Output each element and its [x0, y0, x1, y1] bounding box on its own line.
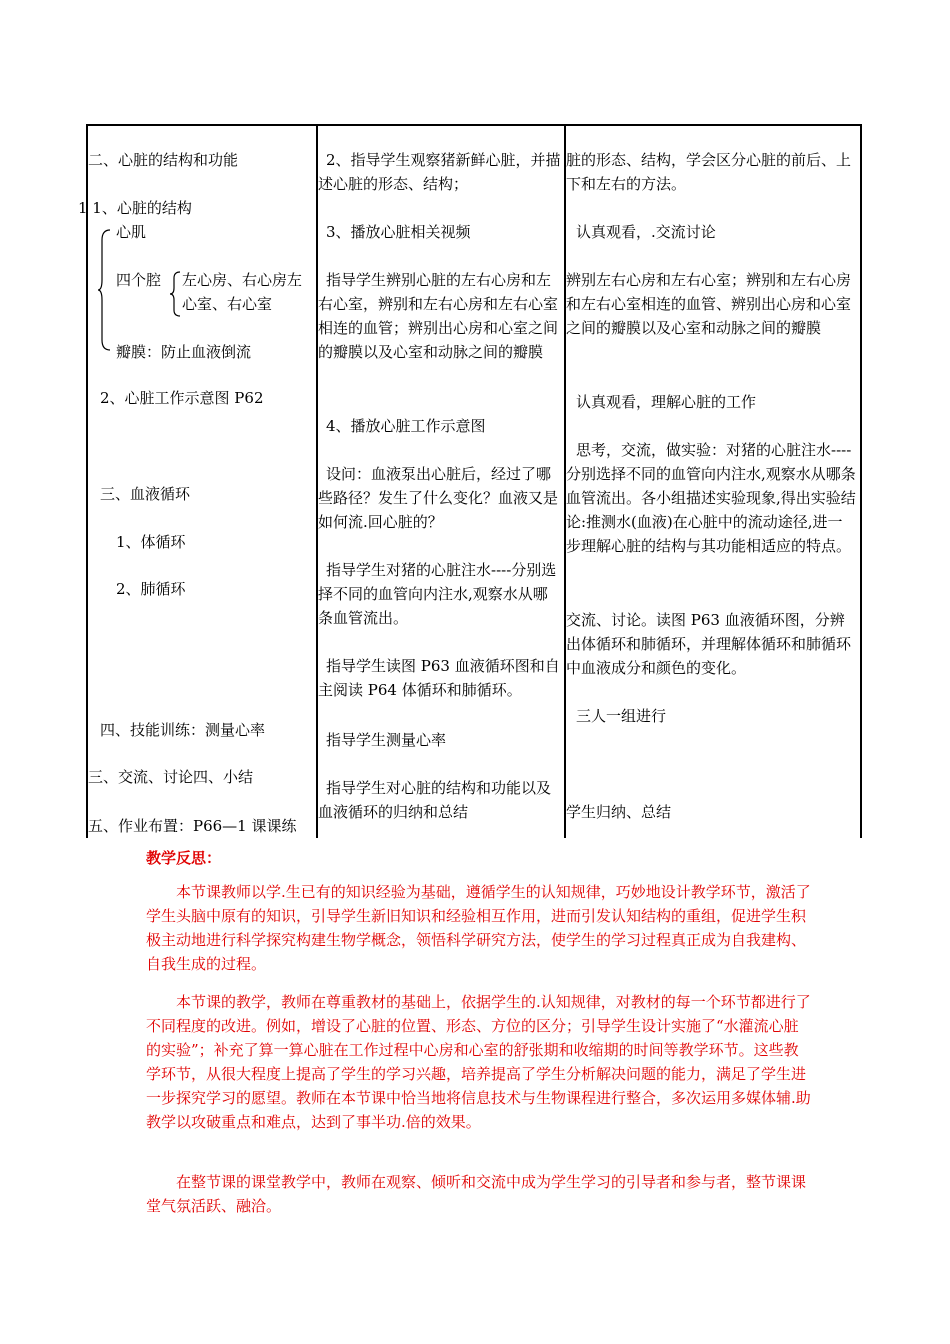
chambers-line-1: 左心房、右心房左	[182, 271, 303, 289]
section-2-title: 二、心脏的结构和功能	[88, 151, 239, 169]
section-discussion: 三、交流、讨论四、小结	[88, 768, 254, 786]
myocardium-label: 心肌	[116, 223, 147, 241]
column-content	[318, 124, 564, 838]
teacher-question: 设问：血液泵出心脏后，经过了哪些路径？发生了什么变化？血液又是如何流.回心脏的？	[318, 465, 559, 531]
table-right-border	[860, 124, 862, 838]
subsection-heart-structure: 1 1、心脏的结构	[78, 199, 192, 217]
student-activity-understand: 认真观看，理解心脏的工作	[576, 393, 757, 411]
teacher-step-water: 指导学生对猪的心脏注水----分别选择不同的血管向内注水,观察水从哪条血管流出。	[318, 561, 557, 627]
reflection-title: 教学反思：	[146, 849, 222, 867]
inner-brace	[170, 270, 182, 318]
teacher-step-video: 3、播放心脏相关视频	[326, 223, 471, 241]
student-activity-group: 三人一组进行	[576, 707, 667, 725]
teacher-step-diagram: 4、播放心脏工作示意图	[326, 417, 486, 435]
section-homework: 五、作业布置：P66—1 课课练	[88, 817, 297, 835]
teacher-step-heart-rate: 指导学生测量心率	[326, 731, 447, 749]
lesson-table	[78, 124, 862, 838]
valve-label: 瓣膜：防止血液倒流	[116, 343, 252, 361]
teacher-step-read: 指导学生读图 P63 血液循环图和自主阅读 P64 体循环和肺循环。	[318, 657, 560, 699]
student-activity-identify: 辨别左右心房和左右心室；辨别和左右心房和左右心室相连的血管、辨别出心房和心室之间的瓣膜以及心室和动脉之间的瓣膜	[566, 271, 852, 337]
reflection-paragraph: 本节课教师以学.生已有的知识经验为基础，遵循学生的认知规律，巧妙地设计教学环节，激活了学生头脑中原有的知识，引导学生新旧知识和经验相互作用，进而引发认知结构的重组，促进学生积极主动地进行科学探究构建生物学概念，领悟科学研究方法，使学生的学习过程真正成为自我建构、自我生成的过程。	[146, 883, 811, 973]
chambers-line-2: 心室、右心室	[182, 295, 273, 313]
four-chambers-label: 四个腔	[116, 271, 162, 289]
column-content	[566, 124, 860, 838]
section-3-title: 三、血液循环	[100, 485, 191, 503]
student-activity-watch: 认真观看，.交流讨论	[576, 223, 716, 241]
outer-brace	[98, 228, 112, 352]
teacher-step-identify: 指导学生辨别心脏的左右心房和左右心室，辨别和左右心房和左右心室相连的血管；辨别出心房和心室之间的瓣膜以及心室和动脉之间的瓣膜	[318, 271, 559, 361]
pulmonary-circulation: 2、肺循环	[116, 580, 186, 598]
section-4-title: 四、技能训练：测量心率	[100, 721, 266, 739]
reflection-paragraph: 本节课的教学，教师在尊重教材的基础上，依据学生的.认知规律，对教材的每一个环节都进行了不同程度的改进。例如，增设了心脏的位置、形态、方位的区分；引导学生设计实施了“水灌流心脏的实验”；补充了算一算心脏在工作过程中心房和心室的舒张期和收缩期的时间等教学环节。这些教学环节，从很大程度上提高了学生的学习兴趣，培养提高了学生分析解决问题的能力，满足了学生进一步探究学习的愿望。教师在本节课中恰当地将信息技术与生物课程进行整合，多次运用多媒体辅.助教学以攻破重点和难点，达到了事半功.倍的效果。	[146, 993, 811, 1131]
systemic-circulation: 1、体循环	[116, 533, 186, 551]
reflection-paragraph: 在整节课的课堂教学中，教师在观察、倾听和交流中成为学生学习的引导者和参与者，整节课课堂气氛活跃、融洽。	[146, 1173, 807, 1215]
teacher-step-summary: 指导学生对心脏的结构和功能以及血液循环的归纳和总结	[318, 779, 552, 821]
column-content	[78, 124, 316, 838]
student-activity-discuss: 交流、讨论。读图 P63 血液循环图，分辨出体循环和肺循环，并理解体循环和肺循环中血液成分和颜色的变化。	[566, 611, 852, 677]
student-activity-summary: 学生归纳、总结	[566, 803, 672, 821]
teacher-step-observe: 2、指导学生观察猪新鲜心脏，并描述心脏的形态、结构；	[318, 151, 561, 193]
student-activity-experiment: 思考，交流，做实验：对猪的心脏注水----分别选择不同的血管向内注水,观察水从哪条血管流出。各小组描述实验现象,得出实验结论:推测水(血液)在心脏中的流动途径,进一步理解心脏的结构与其功能相适应的特点。	[566, 441, 856, 555]
student-activity-observe: 脏的形态、结构，学会区分心脏的前后、上下和左右的方法。	[566, 151, 852, 193]
subsection-work-diagram: 2、心脏工作示意图 P62	[100, 389, 264, 407]
